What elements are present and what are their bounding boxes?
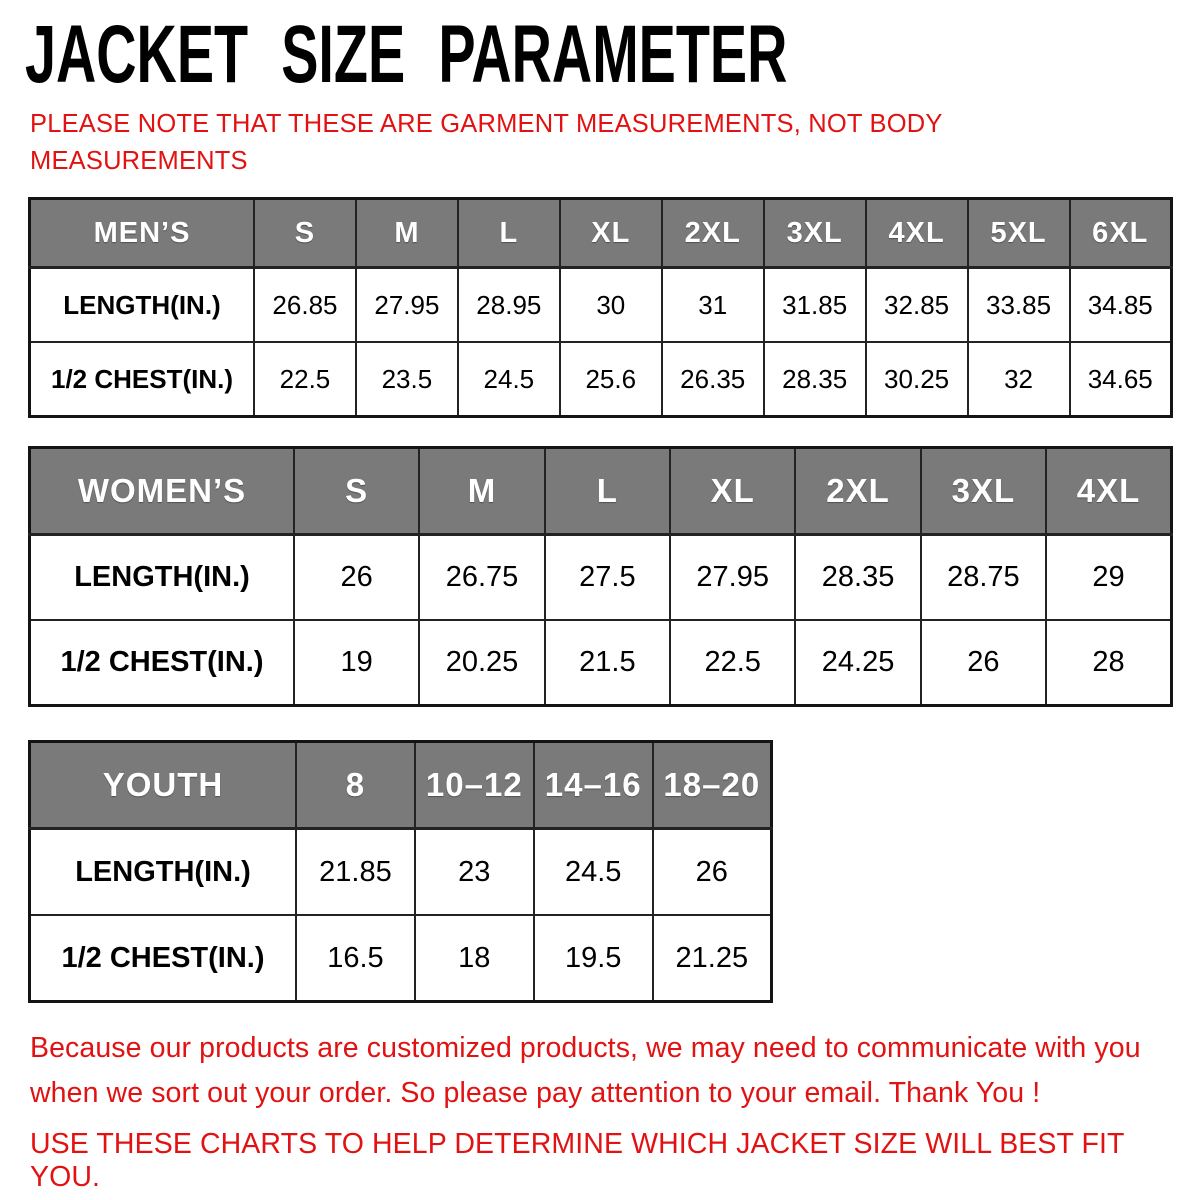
mens-size-header-cell: 5XL (968, 199, 1070, 268)
mens-value-cell: 28.95 (458, 268, 560, 343)
youth-value-cell: 16.5 (296, 915, 415, 1002)
mens-value-cell: 32 (968, 342, 1070, 417)
youth-row-label-cell: 1/2 CHEST(IN.) (30, 915, 297, 1002)
mens-table-title-cell: MEN’S (30, 199, 255, 268)
youth-value-cell: 18 (415, 915, 534, 1002)
youth-size-header-cell: 8 (296, 742, 415, 829)
youth-value-cell: 19.5 (534, 915, 653, 1002)
youth-value-cell: 21.85 (296, 829, 415, 916)
mens-value-cell: 32.85 (866, 268, 968, 343)
mens-size-table (28, 197, 1173, 418)
mens-value-cell: 22.5 (254, 342, 356, 417)
youth-value-cell: 23 (415, 829, 534, 916)
womens-table-title-cell: WOMEN’S (30, 448, 295, 535)
womens-row-label-cell: 1/2 CHEST(IN.) (30, 620, 295, 706)
womens-value-cell: 20.25 (419, 620, 544, 706)
womens-size-table-wrap (28, 446, 1173, 707)
mens-value-cell: 31.85 (764, 268, 866, 343)
youth-table-title-cell: YOUTH (30, 742, 297, 829)
womens-size-header-cell: XL (670, 448, 795, 535)
mens-value-cell: 26.35 (662, 342, 764, 417)
mens-size-header-cell: 3XL (764, 199, 866, 268)
womens-size-header-cell: M (419, 448, 544, 535)
womens-value-cell: 28 (1046, 620, 1171, 706)
mens-value-cell: 25.6 (560, 342, 662, 417)
mens-value-cell: 30.25 (866, 342, 968, 417)
mens-value-cell: 33.85 (968, 268, 1070, 343)
youth-value-cell: 26 (653, 829, 772, 916)
womens-value-cell: 26.75 (419, 535, 544, 621)
chart-usage-hint-text: USE THESE CHARTS TO HELP DETERMINE WHICH JACKET SIZE WILL BEST FIT YOU. (30, 1128, 1125, 1193)
youth-size-table-wrap (28, 740, 773, 1003)
mens-value-cell: 34.65 (1070, 342, 1172, 417)
womens-size-header-cell: S (294, 448, 419, 535)
youth-size-header-cell: 14–16 (534, 742, 653, 829)
mens-size-header-cell: L (458, 199, 560, 268)
page-title: JACKET SIZE PARAMETER (25, 9, 788, 100)
mens-size-header-cell: XL (560, 199, 662, 268)
youth-row-label-cell: LENGTH(IN.) (30, 829, 297, 916)
womens-value-cell: 24.25 (795, 620, 920, 706)
mens-value-cell: 24.5 (458, 342, 560, 417)
youth-size-table (28, 740, 773, 1003)
womens-value-cell: 19 (294, 620, 419, 706)
womens-size-header-cell: 4XL (1046, 448, 1171, 535)
womens-size-table (28, 446, 1173, 707)
womens-row-label-cell: LENGTH(IN.) (30, 535, 295, 621)
mens-value-cell: 34.85 (1070, 268, 1172, 343)
youth-size-header-cell: 18–20 (653, 742, 772, 829)
mens-value-cell: 31 (662, 268, 764, 343)
womens-value-cell: 22.5 (670, 620, 795, 706)
page-title-wrap (25, 9, 1185, 100)
mens-size-header-cell: 2XL (662, 199, 764, 268)
mens-size-header-cell: 6XL (1070, 199, 1172, 268)
customization-notice-text: Because our products are customized products, we may need to communicate with you when we sort out your order. So please pay attention to your email. Thank You ! (30, 1032, 1141, 1110)
garment-measurement-note: PLEASE NOTE THAT THESE ARE GARMENT MEASUREMENTS, NOT BODY MEASUREMENTS (30, 110, 943, 175)
mens-value-cell: 23.5 (356, 342, 458, 417)
mens-value-cell: 30 (560, 268, 662, 343)
womens-value-cell: 29 (1046, 535, 1171, 621)
mens-size-header-cell: 4XL (866, 199, 968, 268)
womens-size-header-cell: 3XL (921, 448, 1046, 535)
mens-size-table-wrap (28, 197, 1173, 418)
mens-row-label-cell: LENGTH(IN.) (30, 268, 255, 343)
womens-value-cell: 26 (294, 535, 419, 621)
mens-value-cell: 28.35 (764, 342, 866, 417)
womens-value-cell: 28.35 (795, 535, 920, 621)
womens-value-cell: 27.95 (670, 535, 795, 621)
womens-value-cell: 27.5 (545, 535, 670, 621)
womens-value-cell: 21.5 (545, 620, 670, 706)
mens-size-header-cell: M (356, 199, 458, 268)
womens-size-header-cell: 2XL (795, 448, 920, 535)
mens-row-label-cell: 1/2 CHEST(IN.) (30, 342, 255, 417)
womens-value-cell: 28.75 (921, 535, 1046, 621)
youth-value-cell: 21.25 (653, 915, 772, 1002)
mens-value-cell: 26.85 (254, 268, 356, 343)
youth-value-cell: 24.5 (534, 829, 653, 916)
womens-value-cell: 26 (921, 620, 1046, 706)
womens-size-header-cell: L (545, 448, 670, 535)
mens-size-header-cell: S (254, 199, 356, 268)
youth-size-header-cell: 10–12 (415, 742, 534, 829)
mens-value-cell: 27.95 (356, 268, 458, 343)
